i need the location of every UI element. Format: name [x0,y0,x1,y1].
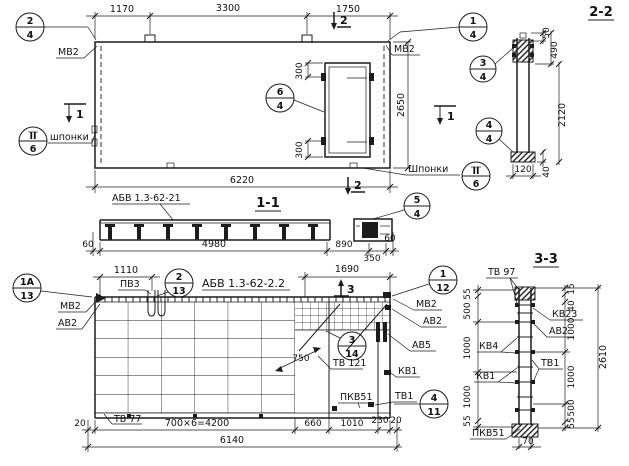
svg-text:4: 4 [479,72,487,83]
svg-text:ТВ 121: ТВ 121 [333,358,367,369]
ref-bubble-2-13 [157,269,193,297]
svg-text:ПКВ51: ПКВ51 [340,392,373,403]
svg-text:АВ2: АВ2 [423,316,443,327]
svg-text:ТВ1: ТВ1 [541,358,560,369]
label-tv1-33 [532,358,563,384]
shear-keys [92,126,357,168]
svg-text:15: 15 [567,283,577,295]
ref-bubble-1a-13 [13,274,92,302]
svg-text:Шпонки: Шпонки [408,164,449,175]
svg-text:2120: 2120 [557,102,568,128]
svg-text:1000: 1000 [463,336,473,360]
svg-text:490: 490 [550,41,560,59]
svg-text:МВ2: МВ2 [60,301,81,312]
svg-text:2: 2 [354,179,362,192]
svg-text:АВ2: АВ2 [549,326,569,337]
svg-text:ТВ1: ТВ1 [395,391,414,402]
elevation-view [56,265,450,452]
ref-bubble-1-12 [392,266,457,296]
svg-text:13: 13 [20,291,34,302]
section-2-2 [506,5,614,179]
svg-text:КВ1: КВ1 [476,371,496,382]
svg-text:4: 4 [276,101,284,112]
svg-text:300: 300 [295,62,305,80]
svg-text:МВ2: МВ2 [394,44,415,55]
svg-text:КВ4: КВ4 [479,341,499,352]
svg-text:12: 12 [436,283,450,294]
label-kv4 [477,338,517,353]
svg-text:2650: 2650 [396,92,407,118]
svg-text:КВ1: КВ1 [398,366,418,377]
svg-text:6: 6 [276,87,284,98]
svg-text:500: 500 [463,302,473,320]
svg-text:55: 55 [463,415,473,427]
svg-text:1110: 1110 [113,265,139,276]
svg-text:750: 750 [292,354,310,364]
ref-bubble-4-4 [476,118,513,152]
svg-text:ТВ 97: ТВ 97 [488,267,516,278]
dim-3300: 3300 [215,3,241,14]
svg-text:3: 3 [347,283,355,296]
svg-text:2610: 2610 [598,344,609,370]
svg-text:3: 3 [479,58,487,69]
label-mv2-elev-right [393,299,442,310]
cut-mark-1-right [434,106,456,125]
section-1-1-title: 1-1 [256,196,280,211]
svg-text:МВ2: МВ2 [416,299,437,310]
svg-text:13: 13 [172,286,186,297]
label-mv2-right [386,44,420,55]
ref-bubble-3-4 [470,48,513,83]
svg-text:КВ23: КВ23 [552,309,578,320]
svg-text:4: 4 [485,120,493,131]
svg-text:2: 2 [26,16,34,27]
svg-text:230: 230 [371,416,389,426]
dim-6220 [86,170,398,193]
svg-text:70: 70 [522,437,534,447]
cut-mark-1-left [64,104,86,123]
svg-text:2: 2 [340,14,348,27]
lifting-loop [302,35,312,42]
svg-text:660: 660 [304,419,322,429]
cut-mark-2-bottom [345,177,365,195]
ref-bubble-II-6-right [462,162,490,190]
anchor-plate-top [513,40,533,62]
label-av2-elev-right [392,309,447,327]
svg-text:55: 55 [567,417,577,429]
label-mv2-elev-left [58,299,98,312]
svg-text:60: 60 [384,234,396,244]
svg-text:350: 350 [363,254,381,264]
svg-text:II: II [29,131,37,142]
svg-text:ПКВ51: ПКВ51 [472,428,505,439]
svg-text:700×6=4200: 700×6=4200 [164,418,230,429]
svg-text:40: 40 [542,166,552,178]
svg-text:1: 1 [439,269,447,280]
label-item-top [112,193,190,220]
dim-top-chain [86,3,398,39]
svg-text:6: 6 [472,179,480,190]
dims-1-1 [82,232,399,264]
svg-text:1000: 1000 [567,365,577,389]
dim-1750: 1750 [335,4,361,15]
svg-text:1010: 1010 [340,419,364,429]
svg-text:II: II [472,166,480,177]
anchor-plate-bottom [511,152,535,162]
svg-text:40: 40 [567,300,577,312]
dim-70 [512,437,541,450]
svg-text:4: 4 [413,209,421,220]
svg-text:11: 11 [427,407,441,418]
svg-text:60: 60 [82,240,94,250]
opening [321,63,374,157]
label-tv1-elev [375,391,417,405]
svg-text:3: 3 [348,335,356,346]
slab-ribs [105,224,318,240]
label-item-bottom [202,277,290,290]
label-keys-right [363,164,460,175]
svg-text:50: 50 [542,27,552,39]
ref-bubble-5-4 [373,193,430,220]
column-ties [515,303,535,412]
ref-bubble-1-4 [388,13,487,41]
svg-text:20: 20 [74,419,86,429]
svg-text:МВ2: МВ2 [58,47,79,58]
svg-text:шпонки: шпонки [50,132,89,143]
svg-text:6: 6 [29,144,37,155]
svg-text:1А: 1А [20,277,34,288]
svg-text:120: 120 [514,165,532,175]
svg-text:4: 4 [26,30,34,41]
section-3-3 [463,252,609,450]
label-keys-left [48,131,96,143]
svg-text:20: 20 [390,416,402,426]
svg-text:4980: 4980 [201,239,227,250]
label-mv2-left [56,46,97,58]
ref-bubble-II-6-left [19,127,47,155]
svg-text:4: 4 [485,134,493,145]
svg-text:500: 500 [567,399,577,417]
svg-text:300: 300 [295,141,305,159]
ref-bubble-6-4 [266,84,324,112]
svg-text:1000: 1000 [463,385,473,409]
svg-text:1: 1 [469,16,477,27]
ref-bubble-2-4 [16,13,96,41]
svg-text:14: 14 [345,349,359,360]
label-pv3 [118,279,151,294]
plan-view [48,3,460,195]
lifting-loop [145,35,155,42]
svg-text:ПВ3: ПВ3 [120,279,140,290]
svg-text:АБВ 1.3-62-21: АБВ 1.3-62-21 [112,193,181,204]
svg-text:1: 1 [76,108,84,121]
svg-text:1000: 1000 [567,317,577,341]
svg-text:6220: 6220 [229,175,255,186]
svg-text:АБВ 1.3-62-2.2: АБВ 1.3-62-2.2 [202,277,286,290]
svg-text:4: 4 [469,30,477,41]
svg-text:АВ5: АВ5 [412,340,432,351]
svg-text:55: 55 [463,288,473,300]
svg-text:4: 4 [430,393,438,404]
rebar-grid [95,302,295,413]
svg-text:ТВ 77: ТВ 77 [114,414,142,425]
dim-1170: 1170 [109,4,135,15]
dim-2650 [393,39,411,171]
label-tv77 [104,414,142,425]
svg-text:890: 890 [335,240,353,250]
svg-text:5: 5 [413,195,421,206]
svg-text:2: 2 [175,272,183,283]
plate-bottom-3-3 [512,424,538,437]
label-kv1-elev [391,366,420,377]
svg-text:1: 1 [447,110,455,123]
rebar-mesh [295,302,390,330]
svg-text:6140: 6140 [219,435,245,446]
dims-3-3-left [463,285,517,431]
svg-text:АВ2: АВ2 [58,318,78,329]
section-2-2-title: 2-2 [589,5,613,20]
svg-text:1690: 1690 [334,264,360,275]
cut-mark-3 [334,279,355,296]
section-3-3-title: 3-3 [534,252,558,267]
label-av5 [388,334,436,351]
